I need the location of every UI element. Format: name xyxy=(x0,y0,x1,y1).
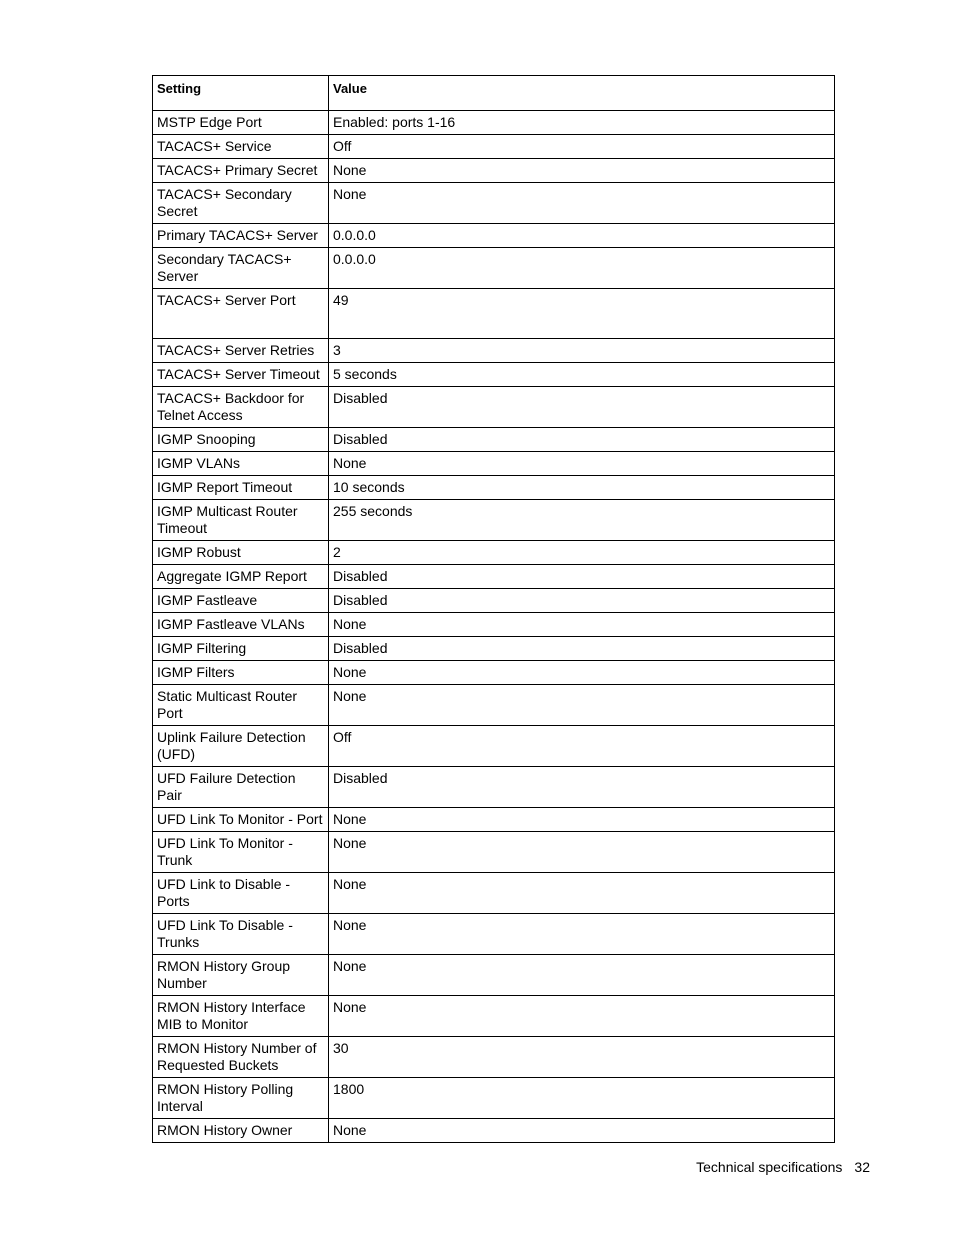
setting-cell: Secondary TACACS+ Server xyxy=(153,248,329,289)
table-row xyxy=(153,613,835,637)
value-cell: None xyxy=(329,996,835,1037)
setting-cell: TACACS+ Server Port xyxy=(153,289,329,339)
setting-cell: RMON History Owner xyxy=(153,1119,329,1143)
settings-table xyxy=(152,75,835,1143)
table-row xyxy=(153,135,835,159)
setting-cell: TACACS+ Service xyxy=(153,135,329,159)
table-row xyxy=(153,224,835,248)
value-cell: None xyxy=(329,873,835,914)
setting-cell: UFD Link To Monitor - Trunk xyxy=(153,832,329,873)
setting-cell: IGMP Snooping xyxy=(153,428,329,452)
setting-cell: UFD Link To Disable - Trunks xyxy=(153,914,329,955)
page-footer xyxy=(696,1159,870,1176)
value-cell: None xyxy=(329,1119,835,1143)
value-cell: None xyxy=(329,159,835,183)
table-row xyxy=(153,661,835,685)
value-cell: Off xyxy=(329,135,835,159)
table-row xyxy=(153,500,835,541)
table-row xyxy=(153,476,835,500)
setting-cell: Uplink Failure Detection (UFD) xyxy=(153,726,329,767)
setting-cell: TACACS+ Server Timeout xyxy=(153,363,329,387)
setting-cell: IGMP VLANs xyxy=(153,452,329,476)
value-cell: 0.0.0.0 xyxy=(329,248,835,289)
value-cell: Off xyxy=(329,726,835,767)
value-cell: None xyxy=(329,914,835,955)
value-cell: 49 xyxy=(329,289,835,339)
setting-cell: IGMP Fastleave xyxy=(153,589,329,613)
table-row xyxy=(153,873,835,914)
setting-cell: UFD Link To Monitor - Port xyxy=(153,808,329,832)
table-row xyxy=(153,111,835,135)
setting-cell: Aggregate IGMP Report xyxy=(153,565,329,589)
table-row xyxy=(153,955,835,996)
value-cell: None xyxy=(329,183,835,224)
setting-cell: TACACS+ Primary Secret xyxy=(153,159,329,183)
value-cell: None xyxy=(329,613,835,637)
value-cell: 10 seconds xyxy=(329,476,835,500)
value-cell: 1800 xyxy=(329,1078,835,1119)
footer-section-title: Technical specifications xyxy=(696,1159,843,1175)
setting-cell: IGMP Filters xyxy=(153,661,329,685)
value-cell: 2 xyxy=(329,541,835,565)
table-row xyxy=(153,808,835,832)
table-row xyxy=(153,565,835,589)
value-cell: None xyxy=(329,452,835,476)
value-cell: Disabled xyxy=(329,428,835,452)
table-row xyxy=(153,589,835,613)
value-cell: Disabled xyxy=(329,589,835,613)
value-cell: None xyxy=(329,685,835,726)
setting-cell: UFD Failure Detection Pair xyxy=(153,767,329,808)
table-row xyxy=(153,914,835,955)
value-cell: None xyxy=(329,661,835,685)
setting-cell: Primary TACACS+ Server xyxy=(153,224,329,248)
value-cell: Disabled xyxy=(329,767,835,808)
setting-cell: IGMP Multicast Router Timeout xyxy=(153,500,329,541)
table-row xyxy=(153,832,835,873)
value-cell: 5 seconds xyxy=(329,363,835,387)
table-row xyxy=(153,339,835,363)
value-cell: 0.0.0.0 xyxy=(329,224,835,248)
value-cell: Disabled xyxy=(329,387,835,428)
header-setting: Setting xyxy=(153,76,329,111)
value-cell: None xyxy=(329,808,835,832)
setting-cell: RMON History Polling Interval xyxy=(153,1078,329,1119)
table-row xyxy=(153,1037,835,1078)
table-row xyxy=(153,1119,835,1143)
page-number: 32 xyxy=(854,1159,870,1175)
table-header-row xyxy=(153,76,835,111)
value-cell: 3 xyxy=(329,339,835,363)
setting-cell: TACACS+ Backdoor for Telnet Access xyxy=(153,387,329,428)
table-row xyxy=(153,637,835,661)
table-body xyxy=(153,111,835,1143)
setting-cell: TACACS+ Server Retries xyxy=(153,339,329,363)
table-row xyxy=(153,387,835,428)
setting-cell: UFD Link to Disable - Ports xyxy=(153,873,329,914)
setting-cell: IGMP Fastleave VLANs xyxy=(153,613,329,637)
value-cell: None xyxy=(329,955,835,996)
setting-cell: RMON History Number of Requested Buckets xyxy=(153,1037,329,1078)
value-cell: 30 xyxy=(329,1037,835,1078)
value-cell: Disabled xyxy=(329,637,835,661)
setting-cell: Static Multicast Router Port xyxy=(153,685,329,726)
value-cell: Enabled: ports 1-16 xyxy=(329,111,835,135)
table-row xyxy=(153,452,835,476)
setting-cell: TACACS+ Secondary Secret xyxy=(153,183,329,224)
table-row xyxy=(153,289,835,339)
setting-cell: IGMP Report Timeout xyxy=(153,476,329,500)
table-row xyxy=(153,248,835,289)
setting-cell: RMON History Interface MIB to Monitor xyxy=(153,996,329,1037)
table-row xyxy=(153,159,835,183)
value-cell: None xyxy=(329,832,835,873)
table-row xyxy=(153,685,835,726)
value-cell: Disabled xyxy=(329,565,835,589)
setting-cell: IGMP Filtering xyxy=(153,637,329,661)
setting-cell: RMON History Group Number xyxy=(153,955,329,996)
table-row xyxy=(153,428,835,452)
table-row xyxy=(153,726,835,767)
setting-cell: IGMP Robust xyxy=(153,541,329,565)
table-row xyxy=(153,541,835,565)
table-row xyxy=(153,183,835,224)
setting-cell: MSTP Edge Port xyxy=(153,111,329,135)
header-value: Value xyxy=(329,76,835,111)
table-row xyxy=(153,1078,835,1119)
table-row xyxy=(153,767,835,808)
table-row xyxy=(153,363,835,387)
value-cell: 255 seconds xyxy=(329,500,835,541)
table-row xyxy=(153,996,835,1037)
